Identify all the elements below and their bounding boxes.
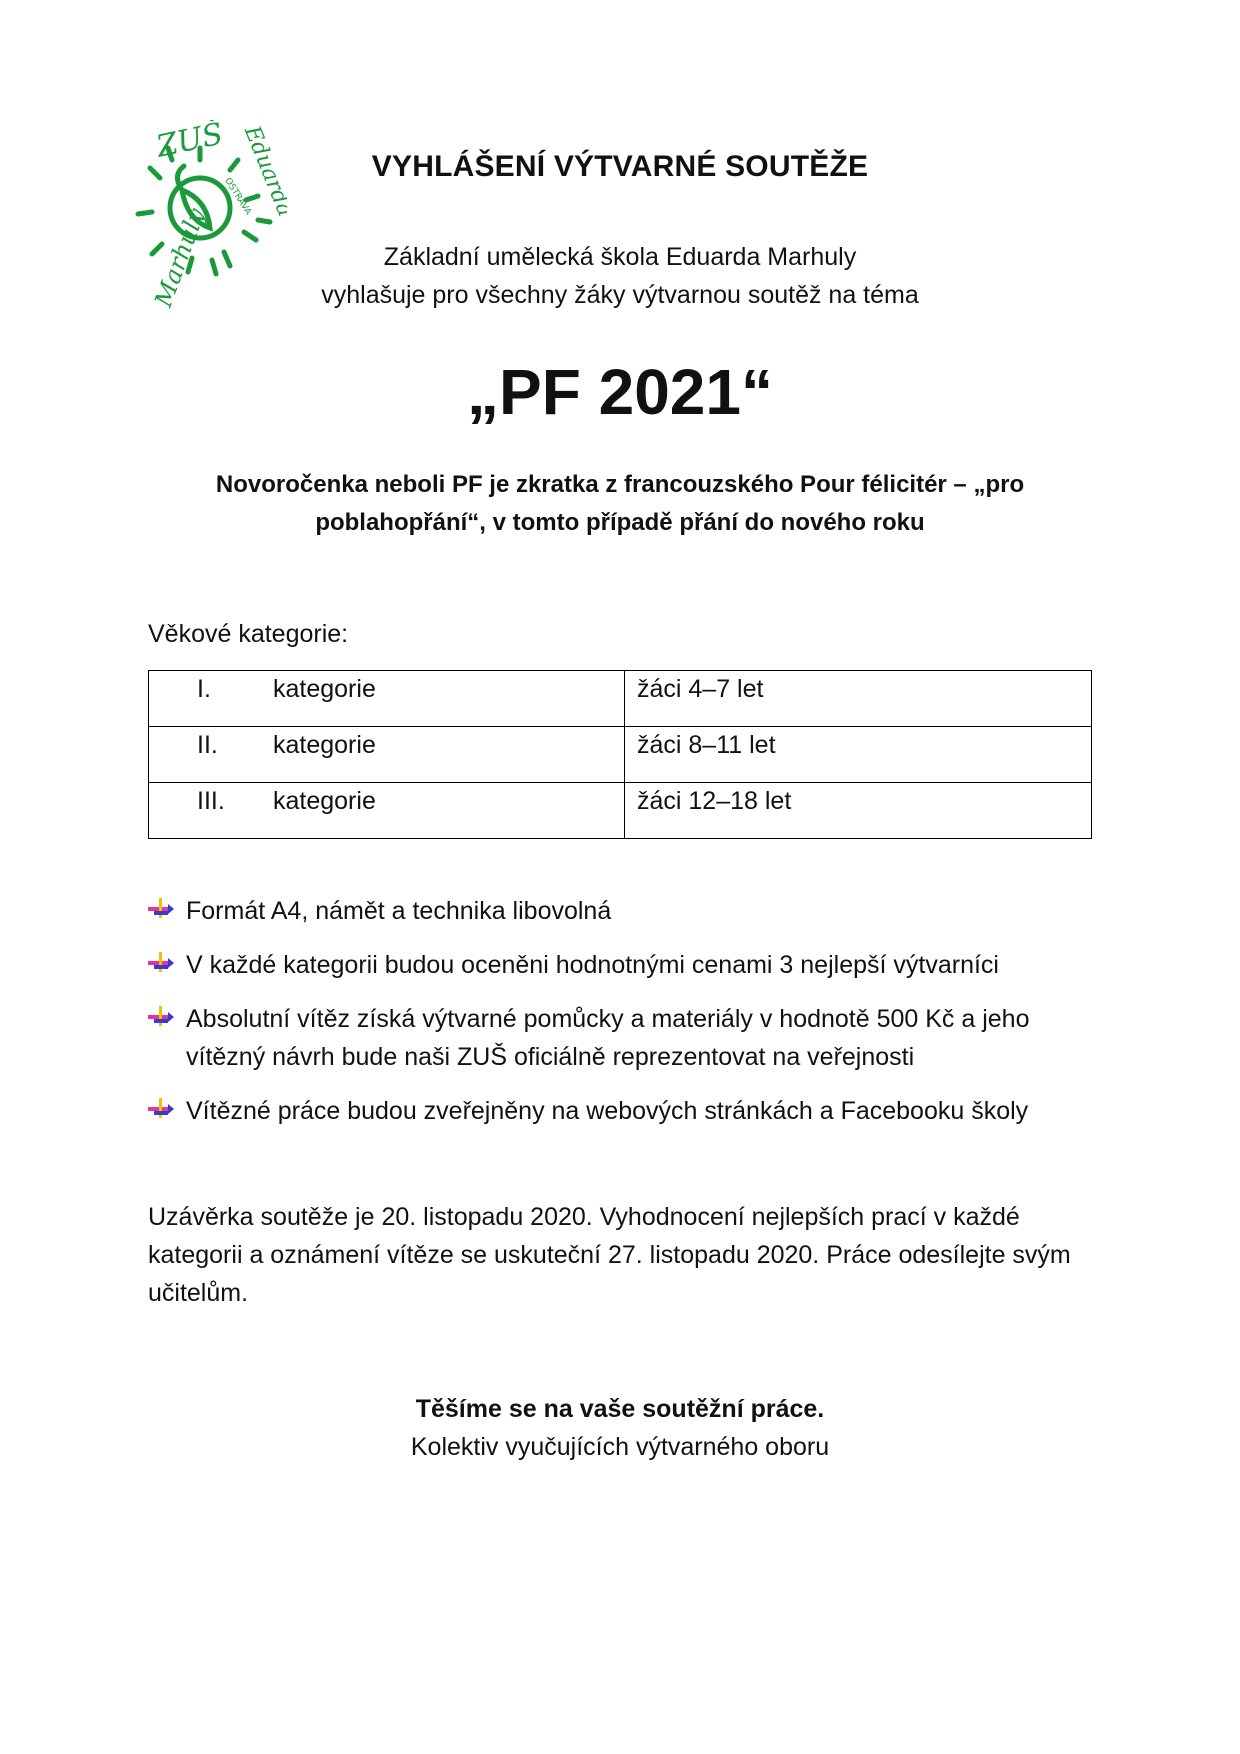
- table-row: [149, 783, 1092, 839]
- list-item: [148, 892, 1108, 930]
- category-cell: [149, 671, 625, 727]
- intro-school-name: Základní umělecká škola Eduarda Marhuly: [383, 243, 857, 271]
- age-range-cell: [625, 727, 1092, 783]
- list-item: [148, 1000, 1108, 1076]
- logo-text-ostrava: OSTRAVA: [222, 176, 253, 217]
- list-item: [148, 1092, 1108, 1130]
- category-word: kategorie: [273, 731, 376, 759]
- signoff-greeting: Těšíme se na vaše soutěžní práce.: [415, 1395, 825, 1423]
- deadline-paragraph: Uzávěrka soutěže je 20. listopadu 2020. Vyhodnocení nejlepších prací v každé kategorii a oznámení vítěze se uskuteční 27. listopadu 2020. Práce odesílejte svým učitelům.: [148, 1203, 1071, 1307]
- rule-text: Vítězné práce budou zveřejněny na webových stránkách a Facebooku školy: [186, 1097, 1029, 1125]
- list-item: [148, 946, 1108, 984]
- category-cell: [149, 783, 625, 839]
- table-row: [149, 671, 1092, 727]
- signoff-signature: Kolektiv vyučujících výtvarného oboru: [410, 1433, 830, 1461]
- category-cell: [149, 727, 625, 783]
- intro-block: [270, 238, 970, 314]
- intro-announcement: vyhlašuje pro všechny žáky výtvarnou soutěž na téma: [321, 281, 919, 309]
- age-range: žáci 8–11 let: [637, 731, 776, 759]
- description-line-2: poblahopřání“, v tomto případě přání do nového roku: [315, 509, 925, 536]
- age-categories-table: [148, 670, 1092, 839]
- signoff-block: [200, 1390, 1040, 1466]
- rules-list: [148, 892, 1108, 1146]
- age-range-cell: [625, 783, 1092, 839]
- description-line-1: Novoročenka neboli PF je zkratka z francouzského Pour félicitér – „pro: [215, 471, 1025, 498]
- rule-text: Formát A4, námět a technika libovolná: [186, 897, 612, 925]
- school-logo: [112, 120, 287, 315]
- age-range-cell: [625, 671, 1092, 727]
- arrow-bullet-icon: [148, 946, 186, 984]
- category-number: II.: [197, 731, 218, 759]
- arrow-bullet-icon: [148, 1092, 186, 1130]
- category-word: kategorie: [273, 675, 376, 703]
- logo-emblem-icon: [112, 120, 287, 315]
- category-number: III.: [197, 787, 225, 815]
- logo-text-eduarda: Eduarda: [238, 122, 287, 221]
- category-number: I.: [197, 675, 211, 703]
- arrow-bullet-icon: [148, 1000, 186, 1038]
- announcement-title: VYHLÁŠENÍ VÝTVARNÉ SOUTĚŽE: [371, 150, 869, 183]
- theme-description: [150, 466, 1090, 542]
- age-categories-label: Věkové kategorie:: [148, 620, 349, 648]
- table-row: [149, 727, 1092, 783]
- competition-theme: „PF 2021“: [467, 356, 773, 428]
- age-range: žáci 4–7 let: [637, 675, 764, 703]
- rule-text: Absolutní vítěz získá výtvarné pomůcky a materiály v hodnotě 500 Kč a jeho vítězný návrh bude naši ZUŠ oficiálně reprezentovat na veřejnosti: [186, 1005, 1030, 1071]
- category-word: kategorie: [273, 787, 376, 815]
- age-range: žáci 12–18 let: [637, 787, 792, 815]
- logo-text-marhuly: Marhuly: [149, 204, 211, 311]
- arrow-bullet-icon: [148, 892, 186, 930]
- rule-text: V každé kategorii budou oceněni hodnotnými cenami 3 nejlepší výtvarníci: [186, 951, 999, 979]
- logo-text-zus: ZUŠ: [153, 120, 227, 165]
